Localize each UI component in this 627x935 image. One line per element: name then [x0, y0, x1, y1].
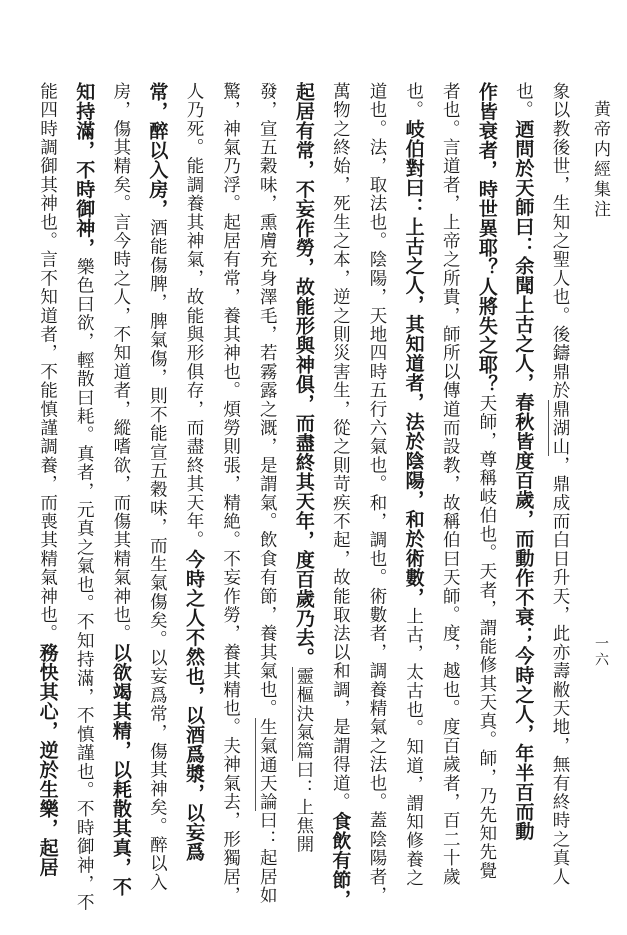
commentary-text: 上古，太古也。知道，謂知修養之 — [403, 606, 424, 888]
classic-text: 迺問於天師曰：余聞上古之人，春秋皆度百歲，而動作不衰；今時之人，年半百而動 — [512, 119, 535, 841]
text-column — [216, 82, 246, 905]
classic-text: 常，醉以入房， — [146, 82, 169, 219]
commentary-text: 也。 — [403, 82, 424, 120]
main-text — [32, 82, 575, 934]
classic-text: 務快其心，逆於生樂，起居 — [36, 643, 59, 877]
text-column — [179, 82, 209, 862]
commentary-text: 房，傷其精矣。言今時之人，不知道者，縱嗜欲，而傷其精氣神也。 — [110, 82, 131, 643]
commentary-text: 曰：上焦開 — [293, 760, 314, 854]
text-column — [508, 82, 538, 841]
text-column — [289, 82, 319, 854]
text-column — [362, 82, 392, 905]
commentary-text: 者也。言道者，上帝之所貴，師所以傳道而設教，故稱伯曰天師。度，越也。度百歲者，百二十歲 — [440, 82, 461, 887]
text-column — [142, 82, 172, 892]
text-column — [435, 82, 465, 886]
text-column — [472, 82, 502, 880]
text-column — [106, 82, 136, 897]
commentary-text: 驚，神氣乃浮。起居有常，養其神也。煩勞則張，精絶。不妄作勞，養其精也。夫神氣去，形獨居， — [220, 82, 241, 905]
commentary-text: 發，宣五穀味，熏膚充身澤毛，若霧露之溉，是謂氣。飲食有節，養其氣也。 — [257, 82, 278, 718]
commentary-text: 人乃死。能調養其神氣，故能與形俱存，而盡終其天年。 — [184, 82, 204, 550]
commentary-text: ，鼎成而白日升天，此亦壽敝天地，無有終時之真人 — [550, 456, 570, 887]
cited-title: 鼎湖山 — [550, 399, 570, 457]
text-column — [69, 82, 99, 912]
classic-text: 以欲竭其精，以耗散其真，不 — [109, 643, 132, 897]
classic-text: 作皆衰者，時世異耶？人將失之耶？ — [475, 82, 498, 394]
text-column — [252, 82, 282, 905]
commentary-text: 也。 — [513, 82, 534, 120]
cited-title: 生氣通天論 — [257, 717, 278, 812]
classic-text: 今時之人不然也，以酒爲漿，以妄爲 — [183, 549, 205, 862]
classic-text: 起居有常，不妄作勞，故能形與神俱，而盡終其天年，度百歲乃去。 — [292, 82, 315, 667]
commentary-text: 道也。法，取法也。陰陽，天地四時五行六氣也。和，調也。術數者，調養精氣之法也。蓋陰陽者， — [367, 82, 387, 905]
book-title: 黄帝内經集注 — [590, 100, 610, 220]
commentary-text: 樂色曰欲，輕散曰耗。真者，元真之氣也。不知持滿，不慎謹也。不時御神，不 — [74, 257, 95, 912]
text-column — [545, 82, 575, 886]
commentary-text: 酒能傷脾，脾氣傷，則不能宣五穀味，而生氣傷矣。以妄爲常，傷其神矣。醉以入 — [147, 218, 168, 892]
commentary-text: 天師，尊稱岐伯也。天者，謂能修其天真。師，乃先知先覺 — [476, 394, 497, 881]
text-column — [33, 82, 63, 877]
commentary-text: 曰：起居如 — [257, 811, 278, 905]
cited-title: 靈樞決氣篇 — [293, 667, 314, 761]
commentary-text: 能四時調御其神也。言不知道者，不能慎謹調養，而喪其精氣神也。 — [37, 82, 58, 643]
classic-text: 食飲有節， — [329, 811, 352, 909]
text-column — [325, 82, 355, 909]
classic-text: 岐伯對曰：上古之人，其知道者，法於陰陽，和於術數， — [402, 119, 425, 607]
page-number: 一六 — [593, 636, 609, 668]
commentary-text: 象以教後世，生知之聖人也。後鑄鼎於 — [550, 82, 570, 400]
commentary-text: 萬物之終始，死生之本，逆之則災害生，從之則苛疾不起，故能取法以和調，是謂得道。 — [330, 82, 351, 812]
classic-text: 知持滿，不時御神， — [73, 82, 96, 258]
text-column — [399, 82, 429, 887]
